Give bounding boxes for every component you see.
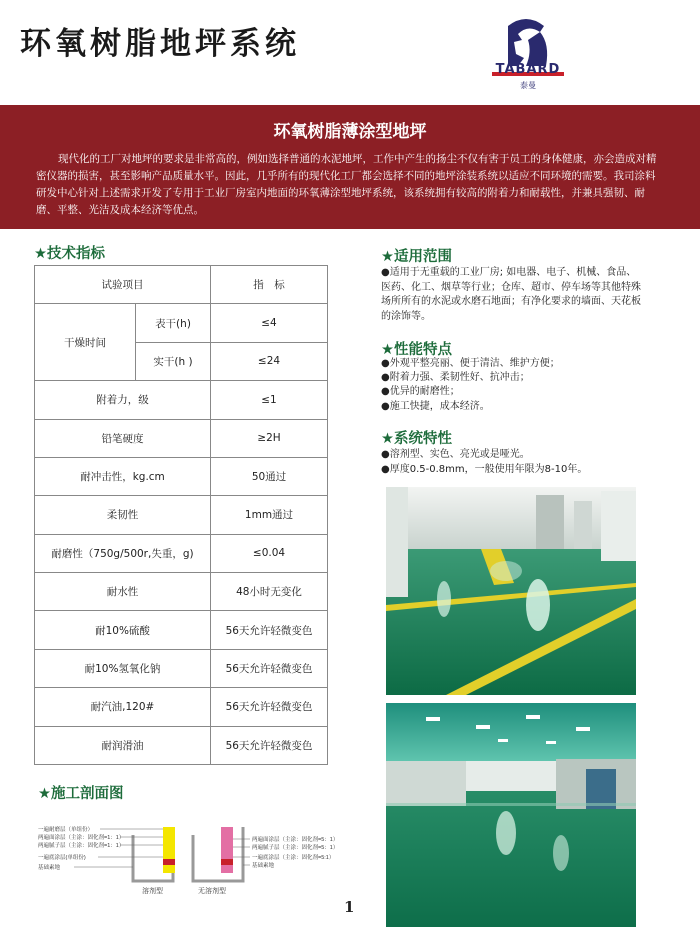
factory-floor-photo-1 [386,487,636,695]
table-row [35,573,328,611]
list-item: ●附着力强、柔韧性好、抗冲击； [381,372,530,384]
row-item: 耐10%氢氧化钠 [35,649,211,687]
right-label: 一遍底涂层（主涂：固化剂=5:1） [252,855,335,861]
surface-dry-value: ≤4 [211,304,328,342]
section-diagram-heading: ★施工剖面图 [38,786,124,802]
table-row [35,304,328,342]
row-value: ≥2H [211,419,328,457]
row-item: 耐10%硫酸 [35,611,211,649]
right-label: 两遍腻子层（主涂：固化剂=5：1） [252,845,338,851]
row-item: 耐水性 [35,573,211,611]
performance-list [381,357,643,414]
header-item-cell: 试验项目 [35,266,211,304]
list-item: ●溶剂型、实色、亮光或是哑光。 [381,449,530,460]
row-value: 56天允许轻微变色 [211,688,328,726]
row-value: 56天允许轻微变色 [211,611,328,649]
list-item: ●外观平整亮丽、便于清洁、维护方便； [381,358,560,369]
row-value: 56天允许轻微变色 [211,649,328,687]
solvent-caption: 溶剂型 [142,888,163,895]
table-row [35,381,328,419]
scope-heading: ★适用范围 [381,249,452,265]
left-label: 两遍腻子层（主涂：固化剂=1：1） [38,843,125,849]
table-row [35,534,328,572]
list-item: ●施工快捷，成本经济。 [381,400,490,412]
tabard-logo [478,14,578,94]
surface-dry-label: 表干(h) [136,304,211,342]
header-value-cell: 指 标 [211,266,328,304]
solventless-caption: 无溶剂型 [198,888,226,895]
row-item: 耐冲击性，kg.cm [35,457,211,495]
factory-floor-photo-2 [386,703,636,927]
tech-spec-table [34,265,328,765]
intro-banner [0,105,700,229]
row-value: ≤1 [211,381,328,419]
page-number: 1 [344,898,355,916]
row-item: 耐汽油,120# [35,688,211,726]
left-label: 两遍面涂层（主涂：固化剂=1：1） [38,835,125,841]
row-value: 48小时无变化 [211,573,328,611]
left-label: 基础素地 [38,865,61,871]
banner-text: 现代化的工厂对地坪的要求是非常高的，例如选择普通的水泥地坪，工作中产生的扬尘不仅有害于员工的身体健康，亦会造成对精密仪器的损害，甚至影响产品质量水平。因此，几乎所有的现代化工厂都会选择不同的地坪涂装系统以适应不同环境的需要。我司涂料研发中心针对上述需求开发了专用于工业厂房室内地面的环氧薄涂型地坪系统，该系统拥有较高的附着力和耐载性，并兼具强韧、耐磨、平整、光洁及成本经济等优点。 [36,153,657,216]
banner-title: 环氧树脂薄涂型地坪 [273,122,427,142]
table-row [35,419,328,457]
hard-dry-value: ≤24 [211,342,328,380]
table-header-row [35,266,328,304]
logo-subtext: 泰曼 [520,81,536,90]
row-value: 56天允许轻微变色 [211,726,328,765]
table-row [35,611,328,649]
row-item: 铅笔硬度 [35,419,211,457]
scope-text: ●适用于无重载的工业厂房; 如电器、电子、机械、食品、医药、化工、烟草等行业；仓库、超市、停车场等其他特殊场所所有的水泥或水磨石地面；有净化要求的墙面、天花板的涂饰等。 [381,267,641,322]
characteristics-list [381,448,643,477]
list-item: ●厚度0.5-0.8mm，一般使用年限为8-10年。 [381,463,588,475]
dry-time-label: 干燥时间 [35,304,136,381]
row-item: 耐磨性（750g/500r,失重，g) [35,534,211,572]
tech-heading: ★技术指标 [34,246,105,262]
table-row [35,457,328,495]
left-label: 一遍底涂层(单组份) [38,855,86,861]
hard-dry-label: 实干(h ) [136,342,211,380]
right-label: 基础素地 [252,863,275,869]
page-title: 环氧树脂地坪系统 [20,26,300,62]
row-item: 柔韧性 [35,496,211,534]
table-row [35,496,328,534]
row-item: 耐润滑油 [35,726,211,765]
logo-text: TABARD [495,62,561,77]
performance-heading: ★性能特点 [381,342,452,358]
row-value: 1mm通过 [211,496,328,534]
table-row [35,726,328,765]
table-row [35,649,328,687]
characteristics-heading: ★系统特性 [381,431,452,447]
right-label: 两遍面涂层（主涂：固化剂=5：1） [252,837,338,843]
section-diagram [38,815,338,897]
list-item: ●优异的耐磨性； [381,386,460,398]
row-value: ≤0.04 [211,534,328,572]
row-value: 50通过 [211,457,328,495]
table-row [35,688,328,726]
row-item: 附着力，级 [35,381,211,419]
left-label: 一遍耐磨层（单组份） [38,827,94,833]
